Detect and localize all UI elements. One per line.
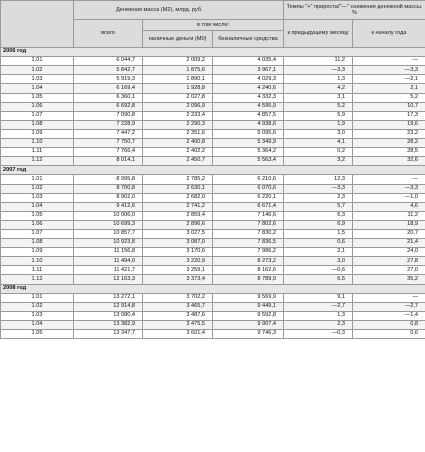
year-start-cell: 0,8 [353, 320, 425, 329]
noncash-cell: 4 938,6 [213, 120, 284, 129]
year-start-cell: 10,7 [353, 102, 425, 111]
table-row [1, 248, 425, 257]
date-cell: 1.02 [1, 302, 74, 311]
table-row [1, 193, 425, 202]
noncash-cell: 4 240,6 [213, 84, 284, 93]
table-row [1, 229, 425, 238]
date-cell: 1.09 [1, 248, 74, 257]
table-row [1, 239, 425, 248]
cash-cell: 2 351,6 [143, 129, 213, 138]
prev-month-cell: 2,1 [284, 248, 353, 257]
header-prev-month: к предыдущему месяцу [284, 20, 353, 48]
cash-cell: 3 259,1 [143, 266, 213, 275]
year-label: 2007 год [1, 166, 425, 175]
year-start-cell: 19,6 [353, 120, 425, 129]
noncash-cell: 7 830,2 [213, 229, 284, 238]
table-row [1, 111, 425, 120]
header-including: в том числе: [143, 20, 284, 31]
year-start-cell: —3,3 [353, 66, 425, 75]
header-cash: наличные деньги (М0) [143, 31, 213, 48]
total-cell: 7 447,2 [74, 129, 143, 138]
year-start-cell: 4,6 [353, 202, 425, 211]
table-row [1, 302, 425, 311]
total-cell: 6 169,4 [74, 84, 143, 93]
date-cell: 1.05 [1, 93, 74, 102]
prev-month-cell: 11,2 [284, 57, 353, 66]
year-label: 2008 год [1, 284, 425, 293]
total-cell: 10 006,0 [74, 211, 143, 220]
table-row [1, 120, 425, 129]
header-total: всего [74, 20, 143, 48]
total-cell: 11 156,8 [74, 248, 143, 257]
cash-cell: 2 009,2 [143, 57, 213, 66]
date-cell: 1.11 [1, 266, 74, 275]
cash-cell: 2 682,0 [143, 193, 213, 202]
year-start-cell: 5,2 [353, 93, 425, 102]
table-row [1, 184, 425, 193]
prev-month-cell: 6,9 [284, 220, 353, 229]
noncash-cell: 6 671,4 [213, 202, 284, 211]
year-start-cell: 28,5 [353, 148, 425, 157]
date-cell: 1.01 [1, 293, 74, 302]
cash-cell: 3 087,0 [143, 239, 213, 248]
date-cell: 1.04 [1, 84, 74, 93]
cash-cell: 2 859,4 [143, 211, 213, 220]
date-cell: 1.03 [1, 75, 74, 84]
noncash-cell: 7 986,2 [213, 248, 284, 257]
table-row [1, 84, 425, 93]
total-cell: 5 919,3 [74, 75, 143, 84]
date-cell: 1.09 [1, 129, 74, 138]
cash-cell: 2 630,1 [143, 184, 213, 193]
prev-month-cell: —0,3 [284, 330, 353, 339]
year-label: 2006 год [1, 48, 425, 57]
noncash-cell: 9 569,9 [213, 293, 284, 302]
table-row [1, 129, 425, 138]
total-cell: 6 360,1 [74, 93, 143, 102]
prev-month-cell: 4,1 [284, 139, 353, 148]
prev-month-cell: —0,6 [284, 266, 353, 275]
prev-month-cell: 3,0 [284, 129, 353, 138]
prev-month-cell: 1,5 [284, 229, 353, 238]
prev-month-cell: 3,2 [284, 157, 353, 166]
table-row [1, 157, 425, 166]
noncash-cell: 9 449,1 [213, 302, 284, 311]
noncash-cell: 4 029,3 [213, 75, 284, 84]
cash-cell: 2 896,6 [143, 220, 213, 229]
noncash-cell: 8 789,9 [213, 275, 284, 284]
date-cell: 1.10 [1, 139, 74, 148]
table-row [1, 139, 425, 148]
total-cell: 8 014,1 [74, 157, 143, 166]
table-row [1, 320, 425, 329]
table-row [1, 211, 425, 220]
header-date-cell [1, 1, 74, 48]
cash-cell: 1 890,1 [143, 75, 213, 84]
noncash-cell: 6 220,1 [213, 193, 284, 202]
date-cell: 1.12 [1, 275, 74, 284]
year-start-cell: — [353, 175, 425, 184]
cash-cell: 1 928,8 [143, 84, 213, 93]
noncash-cell: 7 146,6 [213, 211, 284, 220]
noncash-cell: 9 592,8 [213, 311, 284, 320]
cash-cell: 2 450,7 [143, 157, 213, 166]
year-start-cell: 27,0 [353, 266, 425, 275]
total-cell: 13 272,1 [74, 293, 143, 302]
header-m2: Денежная масса (М2), млрд. руб. [74, 1, 284, 20]
prev-month-cell: 6,3 [284, 211, 353, 220]
noncash-cell: 3 967,1 [213, 66, 284, 75]
prev-month-cell: 1,3 [284, 75, 353, 84]
prev-month-cell: 5,2 [284, 102, 353, 111]
total-cell: 12 914,8 [74, 302, 143, 311]
noncash-cell: 9 746,3 [213, 330, 284, 339]
total-cell: 10 857,7 [74, 229, 143, 238]
noncash-cell: 6 210,6 [213, 175, 284, 184]
table-row [1, 257, 425, 266]
year-start-cell: 35,2 [353, 275, 425, 284]
year-start-cell: 18,9 [353, 220, 425, 229]
cash-cell: 1 875,6 [143, 66, 213, 75]
date-cell: 1.06 [1, 220, 74, 229]
header-year-start: к началу года [353, 20, 425, 48]
table-row [1, 311, 425, 320]
date-cell: 1.03 [1, 311, 74, 320]
year-start-cell: 32,6 [353, 157, 425, 166]
prev-month-cell: 2,3 [284, 320, 353, 329]
total-cell: 10 923,8 [74, 239, 143, 248]
prev-month-cell: 12,3 [284, 175, 353, 184]
total-cell: 8 902,0 [74, 193, 143, 202]
table-row [1, 266, 425, 275]
year-start-cell: —1,0 [353, 193, 425, 202]
prev-month-cell: —3,3 [284, 66, 353, 75]
table-row [1, 148, 425, 157]
total-cell: 11 421,7 [74, 266, 143, 275]
total-cell: 13 347,7 [74, 330, 143, 339]
noncash-cell: 4 035,4 [213, 57, 284, 66]
prev-month-cell: 3,0 [284, 257, 353, 266]
prev-month-cell: —2,7 [284, 302, 353, 311]
noncash-cell: 7 836,5 [213, 239, 284, 248]
cash-cell: 3 027,5 [143, 229, 213, 238]
noncash-cell: 5 563,4 [213, 157, 284, 166]
prev-month-cell: 9,1 [284, 293, 353, 302]
total-cell: 8 700,8 [74, 184, 143, 193]
table-row [1, 330, 425, 339]
table-header [1, 1, 425, 48]
total-cell: 6 692,8 [74, 102, 143, 111]
year-start-cell: 20,7 [353, 229, 425, 238]
year-start-cell: 2,1 [353, 84, 425, 93]
cash-cell: 3 465,7 [143, 302, 213, 311]
cash-cell: 2 290,3 [143, 120, 213, 129]
year-start-cell: — [353, 57, 425, 66]
year-start-cell: 11,2 [353, 211, 425, 220]
date-cell: 1.12 [1, 157, 74, 166]
year-row [1, 166, 425, 175]
total-cell: 7 750,7 [74, 139, 143, 148]
table-row [1, 66, 425, 75]
prev-month-cell: 0,2 [284, 148, 353, 157]
table-row [1, 175, 425, 184]
year-start-cell: 17,3 [353, 111, 425, 120]
year-row [1, 284, 425, 293]
noncash-cell: 6 070,6 [213, 184, 284, 193]
cash-cell: 2 785,2 [143, 175, 213, 184]
prev-month-cell: 6,5 [284, 275, 353, 284]
prev-month-cell: —3,3 [284, 184, 353, 193]
noncash-cell: 9 907,4 [213, 320, 284, 329]
date-cell: 1.04 [1, 320, 74, 329]
year-start-cell: — [353, 293, 425, 302]
year-start-cell: 23,2 [353, 129, 425, 138]
noncash-cell: 5 364,2 [213, 148, 284, 157]
total-cell: 8 995,8 [74, 175, 143, 184]
date-cell: 1.04 [1, 202, 74, 211]
table-body [1, 48, 425, 339]
table-row [1, 220, 425, 229]
cash-cell: 3 475,5 [143, 320, 213, 329]
table-row [1, 57, 425, 66]
year-start-cell: —2,1 [353, 75, 425, 84]
table-row [1, 93, 425, 102]
total-cell: 13 080,4 [74, 311, 143, 320]
total-cell: 11 494,0 [74, 257, 143, 266]
total-cell: 10 699,3 [74, 220, 143, 229]
cash-cell: 3 601,4 [143, 330, 213, 339]
prev-month-cell: 1,3 [284, 311, 353, 320]
year-start-cell: —2,7 [353, 302, 425, 311]
total-cell: 7 766,4 [74, 148, 143, 157]
prev-month-cell: 3,1 [284, 93, 353, 102]
prev-month-cell: 4,2 [284, 84, 353, 93]
table-row [1, 102, 425, 111]
cash-cell: 2 096,9 [143, 102, 213, 111]
year-start-cell: 24,0 [353, 248, 425, 257]
total-cell: 9 412,6 [74, 202, 143, 211]
noncash-cell: 8 162,6 [213, 266, 284, 275]
cash-cell: 3 373,4 [143, 275, 213, 284]
cash-cell: 2 233,4 [143, 111, 213, 120]
date-cell: 1.08 [1, 120, 74, 129]
date-cell: 1.08 [1, 239, 74, 248]
date-cell: 1.02 [1, 184, 74, 193]
noncash-cell: 7 802,6 [213, 220, 284, 229]
prev-month-cell: 5,7 [284, 202, 353, 211]
year-start-cell: 27,8 [353, 257, 425, 266]
date-cell: 1.05 [1, 330, 74, 339]
year-start-cell: —3,3 [353, 184, 425, 193]
cash-cell: 3 170,6 [143, 248, 213, 257]
prev-month-cell: 2,3 [284, 193, 353, 202]
date-cell: 1.01 [1, 57, 74, 66]
date-cell: 1.11 [1, 148, 74, 157]
year-start-cell: 0,6 [353, 330, 425, 339]
table-row [1, 275, 425, 284]
year-start-cell: 28,2 [353, 139, 425, 148]
total-cell: 12 163,3 [74, 275, 143, 284]
prev-month-cell: 0,6 [284, 239, 353, 248]
date-cell: 1.05 [1, 211, 74, 220]
noncash-cell: 4 857,5 [213, 111, 284, 120]
table-row [1, 293, 425, 302]
date-cell: 1.06 [1, 102, 74, 111]
date-cell: 1.10 [1, 257, 74, 266]
total-cell: 5 842,7 [74, 66, 143, 75]
noncash-cell: 4 332,3 [213, 93, 284, 102]
cash-cell: 3 220,9 [143, 257, 213, 266]
cash-cell: 2 027,8 [143, 93, 213, 102]
total-cell: 6 044,7 [74, 57, 143, 66]
year-start-cell: 21,4 [353, 239, 425, 248]
noncash-cell: 5 095,6 [213, 129, 284, 138]
total-cell: 13 382,9 [74, 320, 143, 329]
total-cell: 7 228,9 [74, 120, 143, 129]
header-noncash: безналичные средства [213, 31, 284, 48]
noncash-cell: 5 349,9 [213, 139, 284, 148]
cash-cell: 3 702,2 [143, 293, 213, 302]
table-row [1, 75, 425, 84]
noncash-cell: 8 273,2 [213, 257, 284, 266]
prev-month-cell: 1,9 [284, 120, 353, 129]
table-row [1, 202, 425, 211]
cash-cell: 2 400,8 [143, 139, 213, 148]
header-growth: Темпы "+" прироста/"—" снижения денежной массы, % [284, 1, 425, 20]
total-cell: 7 090,8 [74, 111, 143, 120]
date-cell: 1.07 [1, 111, 74, 120]
cash-cell: 3 487,6 [143, 311, 213, 320]
date-cell: 1.07 [1, 229, 74, 238]
cash-cell: 2 741,2 [143, 202, 213, 211]
noncash-cell: 4 595,9 [213, 102, 284, 111]
date-cell: 1.03 [1, 193, 74, 202]
date-cell: 1.01 [1, 175, 74, 184]
prev-month-cell: 5,9 [284, 111, 353, 120]
year-start-cell: —1,4 [353, 311, 425, 320]
cash-cell: 2 402,2 [143, 148, 213, 157]
year-row [1, 48, 425, 57]
date-cell: 1.02 [1, 66, 74, 75]
